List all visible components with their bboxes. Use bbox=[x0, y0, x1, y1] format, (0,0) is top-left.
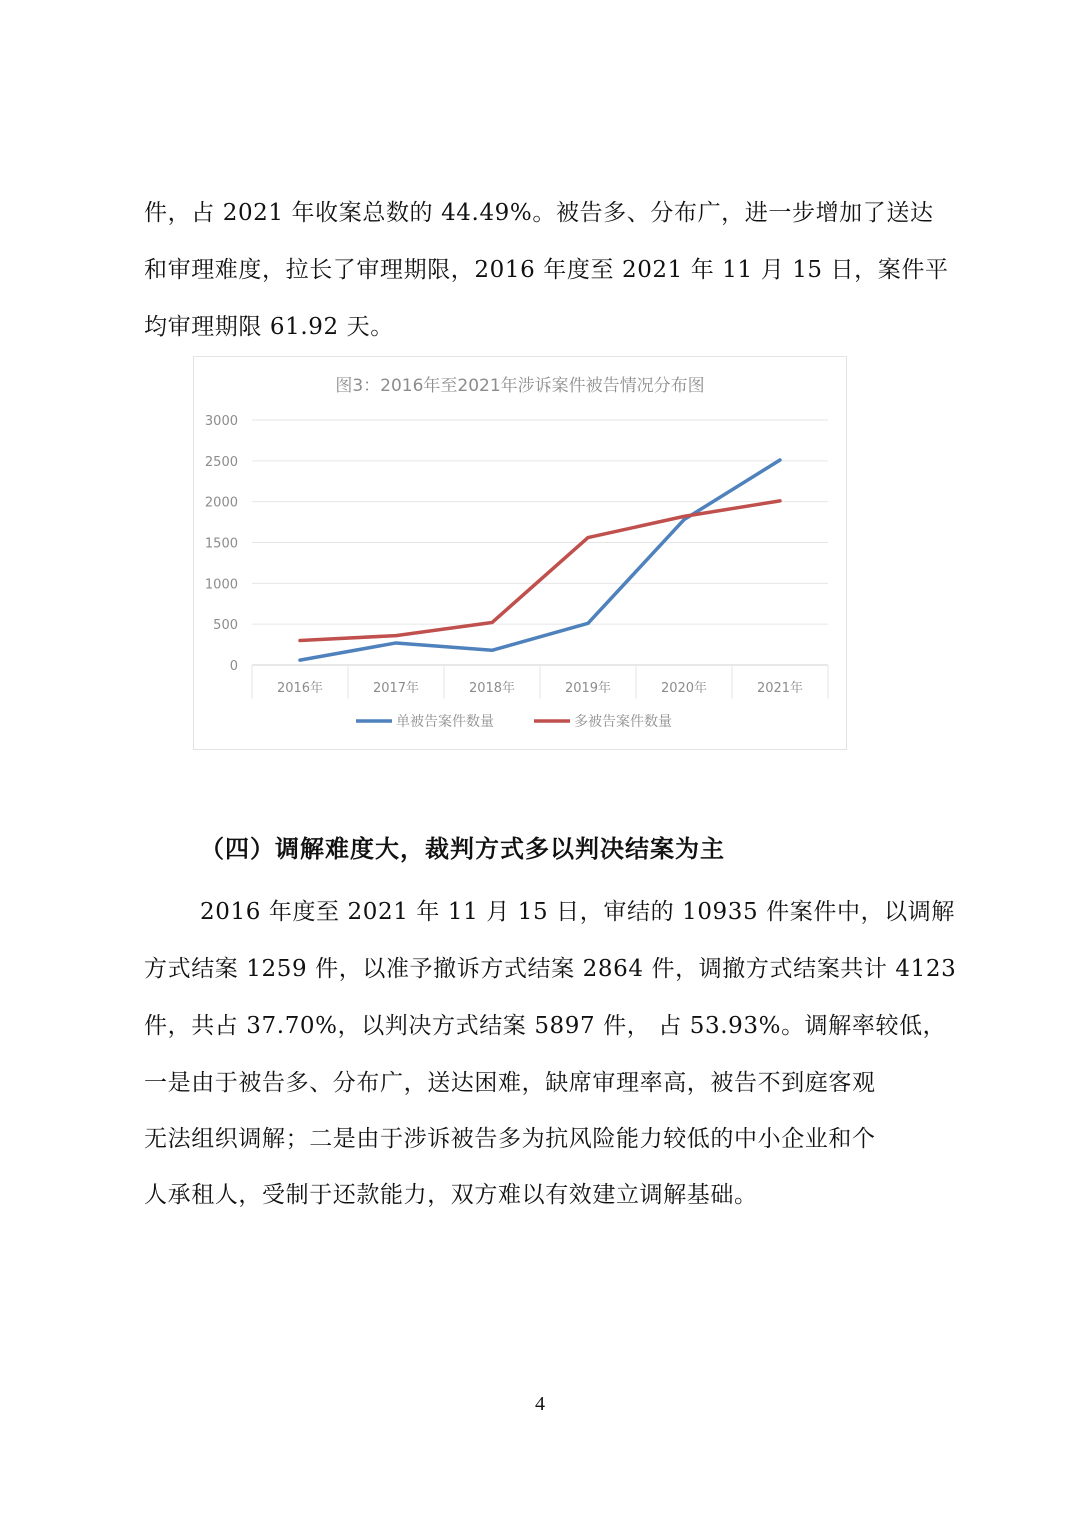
data-point bbox=[395, 641, 398, 644]
x-tick-label: 2020年 bbox=[660, 681, 708, 696]
data-point bbox=[587, 536, 590, 539]
paragraph-line: 和审理难度，拉长了审理期限，2016 年度至 2021 年 11 月 15 日，案件平 bbox=[144, 257, 949, 283]
y-tick-label: 2000 bbox=[204, 495, 238, 511]
y-tick-label: 0 bbox=[229, 659, 238, 674]
chart-figure bbox=[193, 356, 847, 750]
x-tick-label: 2018年 bbox=[468, 681, 516, 696]
x-tick-label: 2021年 bbox=[756, 681, 804, 696]
paragraph-line: 人承租人，受制于还款能力，双方难以有效建立调解基础。 bbox=[144, 1182, 758, 1208]
legend-label: 多被告案件数量 bbox=[574, 714, 672, 730]
paragraph-line: 方式结案 1259 件，以准予撤诉方式结案 2864 件，调撤方式结案共计 4123 bbox=[144, 956, 957, 982]
data-point bbox=[299, 659, 302, 662]
data-point bbox=[683, 518, 686, 521]
series-line-1 bbox=[300, 460, 780, 660]
y-tick-label: 500 bbox=[213, 618, 238, 634]
paragraph-line: 一是由于被告多、分布广，送达困难，缺席审理率高，被告不到庭客观 bbox=[144, 1070, 876, 1096]
paragraph-line: 无法组织调解；二是由于涉诉被告多为抗风险能力较低的中小企业和个 bbox=[144, 1126, 876, 1152]
paragraph-line: 均审理期限 61.92 天。 bbox=[144, 314, 394, 340]
paragraph-line: 件，占 2021 年收案总数的 44.49%。被告多、分布广，进一步增加了送达 bbox=[144, 200, 934, 226]
page-number: 4 bbox=[535, 1393, 545, 1415]
x-tick-label: 2016年 bbox=[276, 681, 324, 696]
y-tick-label: 1000 bbox=[204, 577, 238, 593]
y-tick-label: 2500 bbox=[204, 454, 238, 470]
data-point bbox=[683, 515, 686, 518]
section-heading: （四）调解难度大，裁判方式多以判决结案为主 bbox=[200, 835, 725, 863]
paragraph-line: 2016 年度至 2021 年 11 月 15 日，审结的 10935 件案件中，以调解 bbox=[200, 899, 955, 925]
data-point bbox=[779, 499, 782, 502]
chart-title: 图3：2016年至2021年涉诉案件被告情况分布图 bbox=[335, 376, 705, 396]
series-line-2 bbox=[300, 501, 780, 641]
y-tick-label: 1500 bbox=[204, 536, 238, 552]
data-point bbox=[299, 639, 302, 642]
data-point bbox=[395, 634, 398, 637]
line-chart bbox=[194, 357, 846, 749]
data-point bbox=[491, 649, 494, 652]
paragraph-line: 件，共占 37.70%，以判决方式结案 5897 件， 占 53.93%。调解率较低， bbox=[144, 1013, 947, 1039]
x-tick-label: 2017年 bbox=[372, 681, 420, 696]
legend-label: 单被告案件数量 bbox=[396, 714, 494, 730]
x-tick-label: 2019年 bbox=[564, 681, 612, 696]
data-point bbox=[779, 459, 782, 462]
y-tick-label: 3000 bbox=[204, 414, 238, 429]
data-point bbox=[587, 622, 590, 625]
data-point bbox=[491, 621, 494, 624]
